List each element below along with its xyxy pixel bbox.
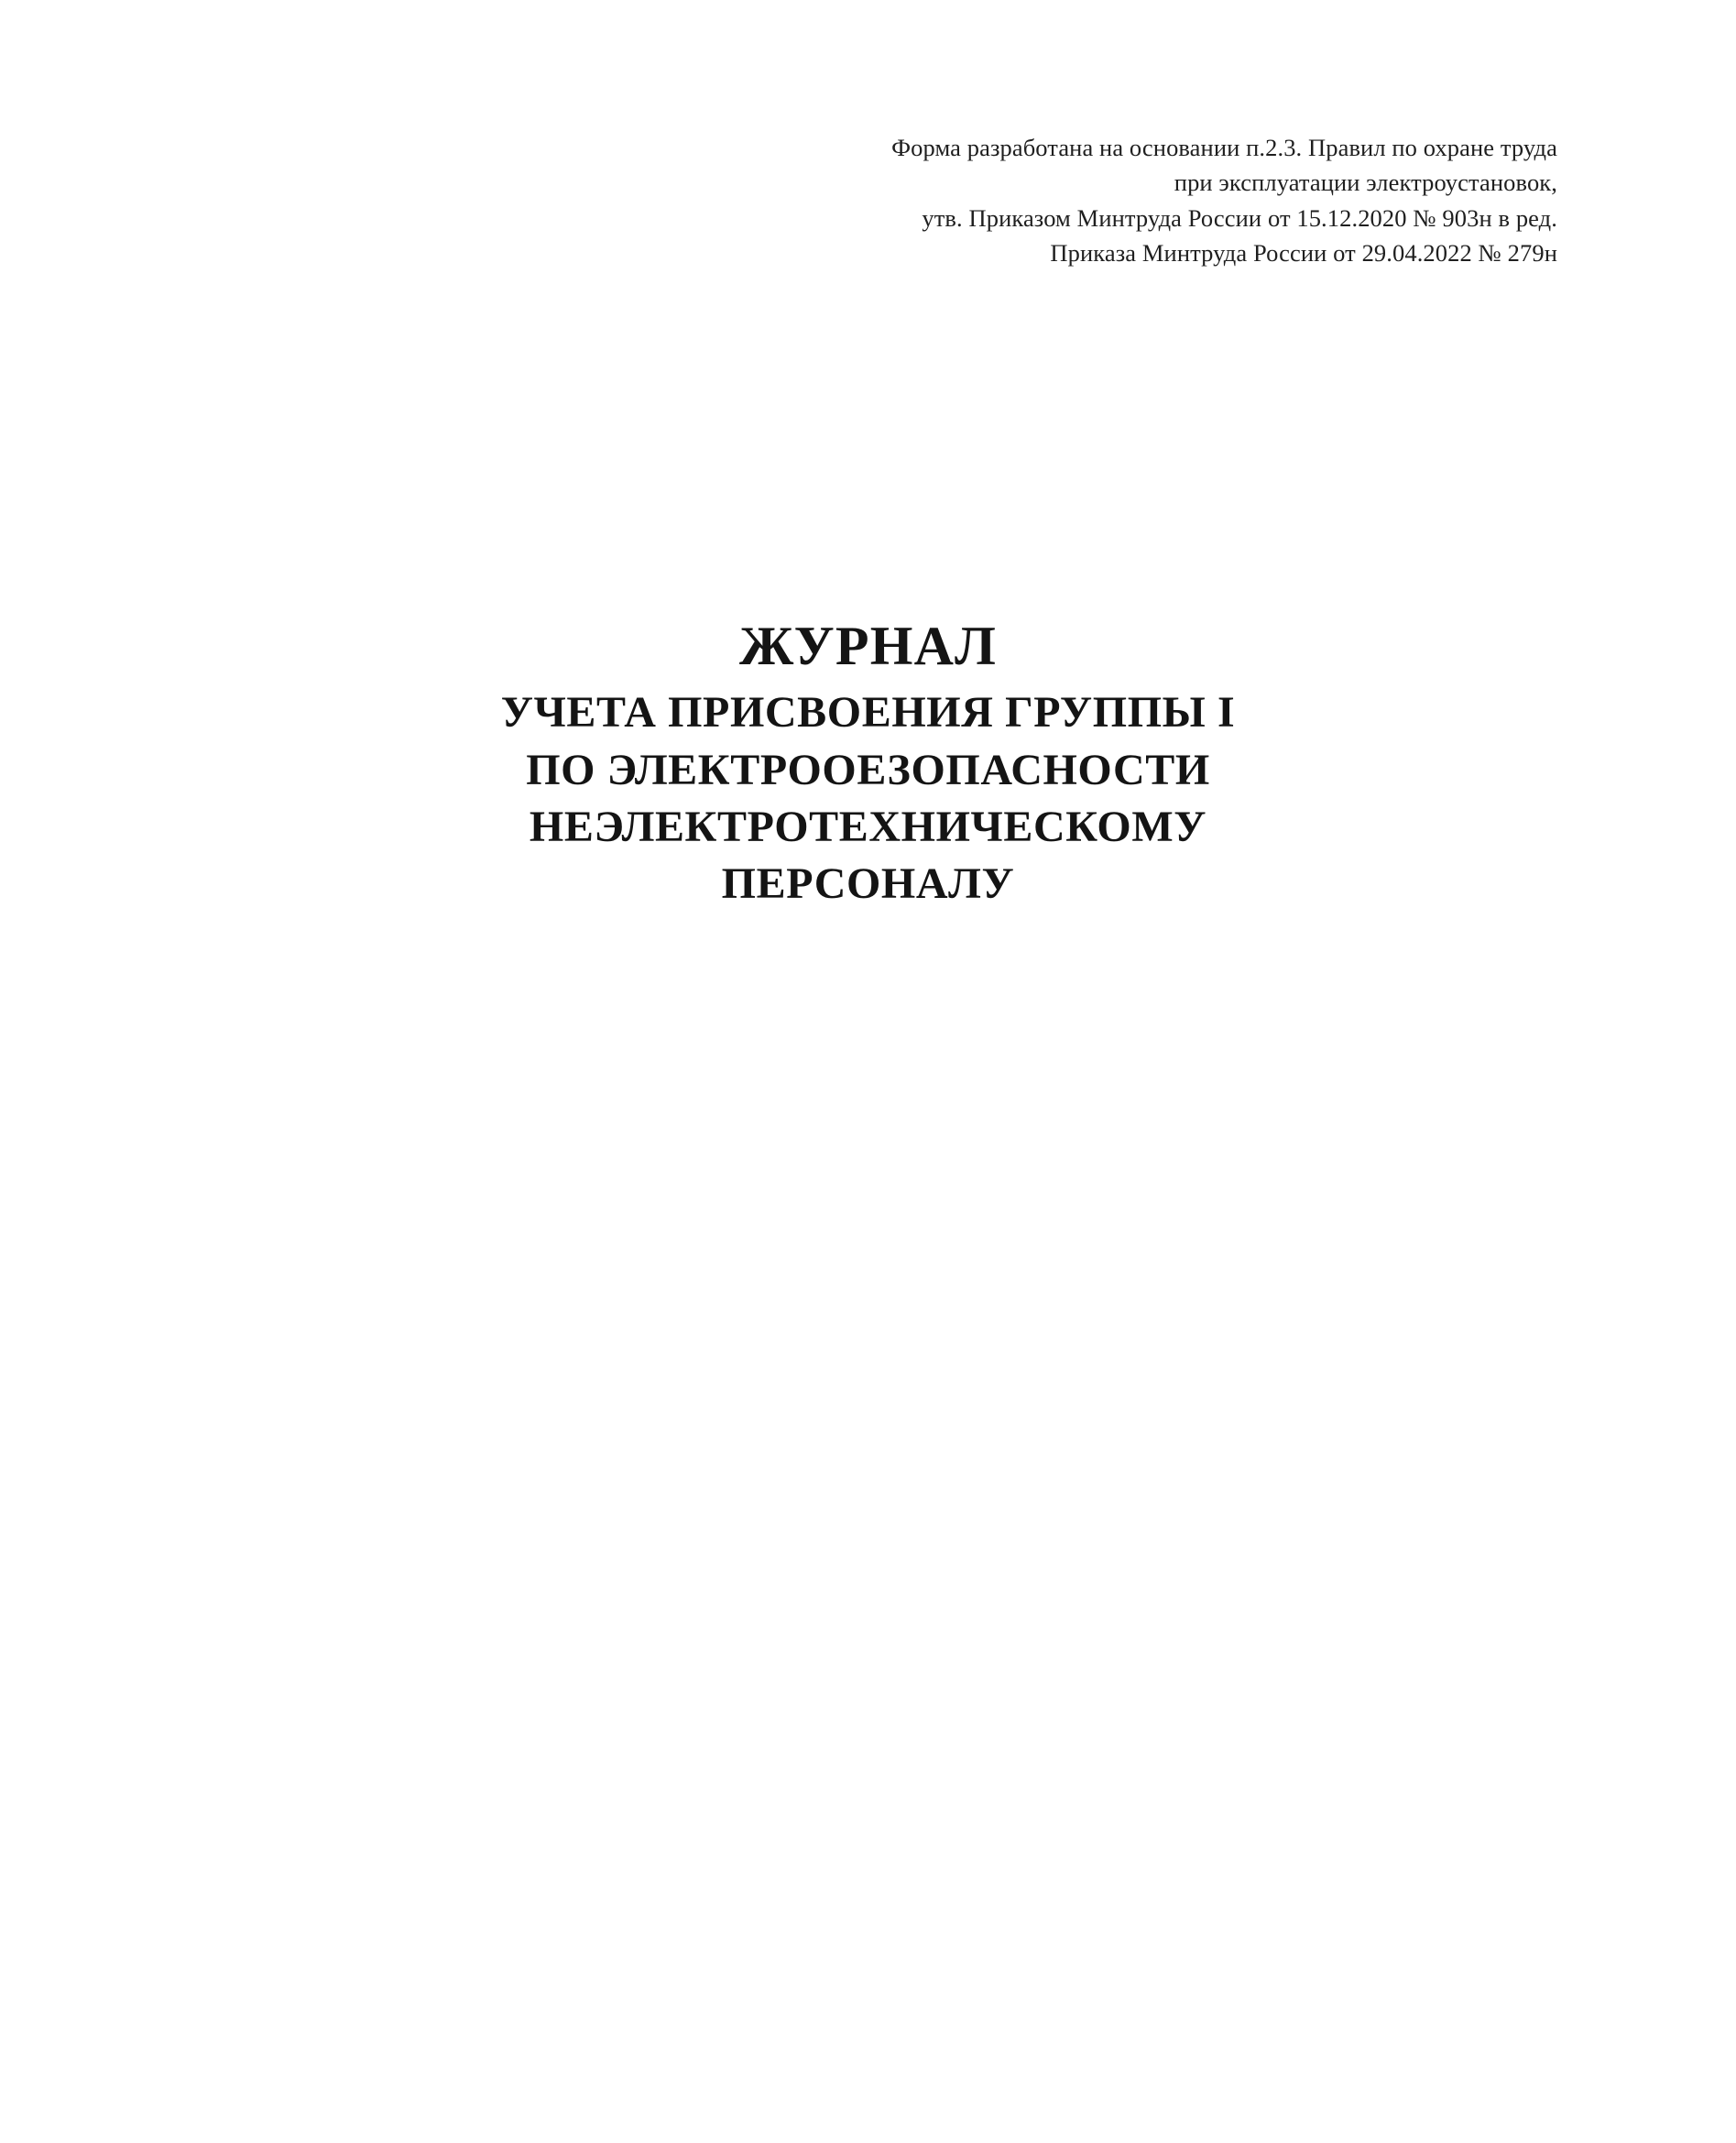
legal-note-line-4: Приказа Минтруда России от 29.04.2022 № 279н [1050, 239, 1557, 268]
title-sub-line-3: НЕЭЛЕКТРОТЕХНИЧЕСКОМУ [529, 802, 1207, 851]
title-sub-line-1: УЧЕТА ПРИСВОЕНИЯ ГРУППЫ I [500, 688, 1236, 738]
title-main: ЖУРНАЛ [738, 616, 998, 676]
page-title [0, 616, 1736, 913]
legal-note-line-2: при эксплуатации электроустановок, [1174, 169, 1557, 197]
legal-note-line-3: утв. Приказом Минтруда России от 15.12.2020 № 903н в ред. [922, 203, 1557, 232]
title-subtitle [0, 684, 1736, 913]
title-sub-line-2: ПО ЭЛЕКТРООЕЗОПАСНОСТИ [526, 745, 1210, 794]
legal-note-line-1: Форма разработана на основании п.2.3. Правил по охране труда [891, 134, 1557, 161]
title-sub-line-4: ПЕРСОНАЛУ [721, 859, 1015, 909]
legal-basis-note [788, 130, 1557, 271]
